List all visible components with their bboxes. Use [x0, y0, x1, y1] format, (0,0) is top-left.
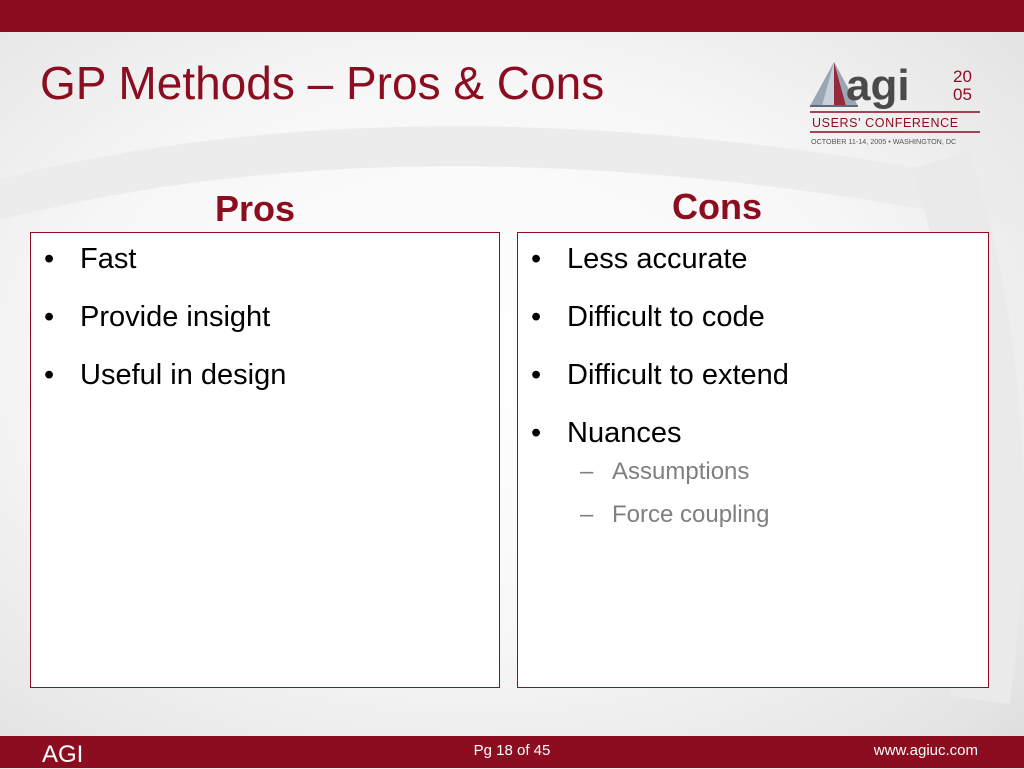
pros-list — [31, 233, 499, 393]
logo-wordmark: agi — [846, 61, 910, 110]
pros-heading: Pros — [214, 188, 296, 229]
agi-logo — [808, 56, 988, 148]
cons-item — [518, 357, 988, 393]
cons-sub-item — [567, 500, 988, 530]
bullet-icon: • — [531, 417, 542, 449]
pros-panel — [30, 232, 500, 688]
pros-item — [31, 241, 499, 277]
footer-url-link[interactable]: www.agiuc.com — [873, 742, 978, 759]
bullet-icon: • — [531, 359, 542, 391]
top-banner — [0, 0, 1024, 32]
dash-icon: – — [580, 501, 594, 528]
logo-year-bottom: 05 — [953, 85, 972, 104]
dash-icon: – — [580, 458, 594, 485]
logo-dateline: OCTOBER 11-14, 2005 • WASHINGTON, DC — [811, 137, 957, 146]
logo-year-top: 20 — [953, 67, 972, 86]
cons-item — [518, 241, 988, 277]
pros-item-text: Provide insight — [80, 301, 271, 333]
cons-sub-item-text: Force coupling — [612, 501, 770, 528]
cons-sub-item-text: Assumptions — [612, 458, 750, 485]
slide-title: GP Methods – Pros & Cons — [40, 57, 605, 109]
cons-item-text: Less accurate — [567, 243, 748, 275]
cons-panel — [517, 232, 989, 688]
page-number: Pg 18 of 45 — [473, 742, 551, 759]
bullet-icon: • — [44, 301, 55, 333]
bullet-icon: • — [44, 243, 55, 275]
pros-item-text: Fast — [80, 243, 137, 275]
cons-sub-list — [567, 457, 988, 530]
cons-heading: Cons — [672, 186, 762, 227]
cons-sub-item — [567, 457, 988, 487]
pros-item — [31, 357, 499, 393]
footer-brand: AGI — [42, 741, 84, 768]
bullet-icon: • — [531, 301, 542, 333]
logo-subtitle: USERS' CONFERENCE — [812, 116, 959, 130]
pros-item — [31, 299, 499, 335]
bullet-icon: • — [44, 359, 55, 391]
cons-item — [518, 299, 988, 335]
cons-item-text: Nuances — [567, 417, 682, 449]
footer-bar — [0, 736, 1024, 768]
cons-item-text: Difficult to extend — [567, 359, 789, 391]
cons-item-text: Difficult to code — [567, 301, 765, 333]
cons-list — [518, 233, 988, 530]
cons-item — [518, 415, 988, 530]
bullet-icon: • — [531, 243, 542, 275]
pros-item-text: Useful in design — [80, 359, 287, 391]
